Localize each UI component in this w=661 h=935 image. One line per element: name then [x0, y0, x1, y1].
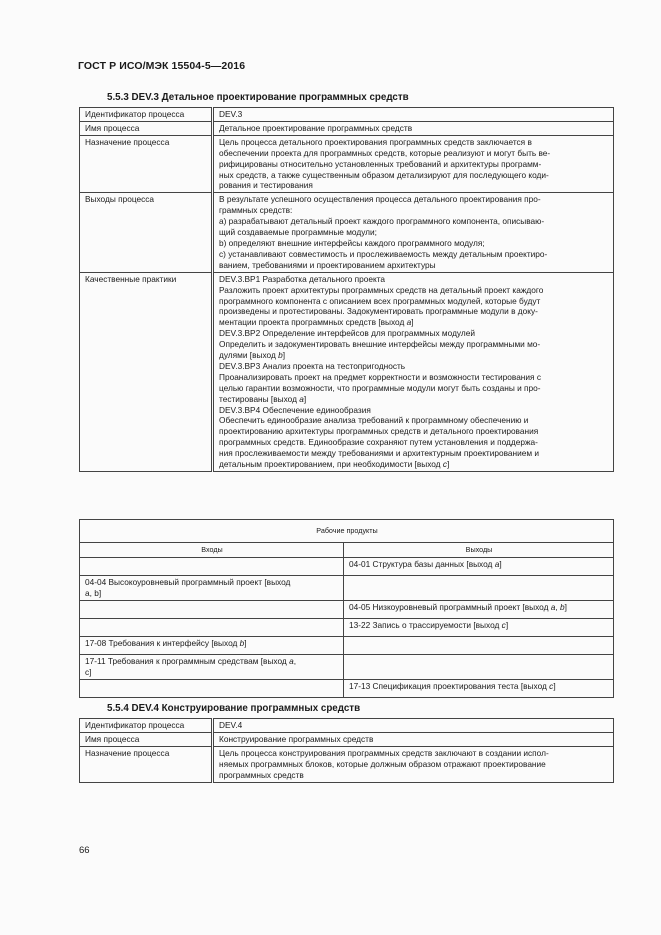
process-id-value: DEV.3	[213, 108, 614, 122]
text-line: дулями [выход b]	[219, 350, 286, 361]
table-row	[80, 543, 614, 558]
text-line: граммных средств:	[219, 205, 293, 216]
inputs-header: Входы	[80, 543, 344, 558]
text-line: щий создаваемые программные модули;	[219, 227, 377, 238]
row-label: Назначение процесса	[80, 135, 213, 193]
input-cell	[80, 576, 344, 601]
text-line: Цель процесса конструирования программных средств заключают в создании испол-	[219, 747, 549, 758]
outputs-header: Выходы	[344, 543, 614, 558]
process-name-value: Конструирование программных средств	[213, 732, 614, 746]
output-cell: 04-01 Структура базы данных [выход a]	[344, 558, 614, 576]
row-label: Имя процесса	[80, 732, 213, 746]
table-row	[80, 193, 614, 272]
text-line: DEV.3.BP4 Обеспечение единообразия	[219, 404, 371, 415]
text-line: ния прослеживаемости между требованиями и архитектурным проектированием и	[219, 448, 539, 459]
process-purpose-value	[213, 746, 614, 782]
text-line: программного компонента с описанием всех программных модулей, которые будут	[219, 295, 541, 306]
row-label: Идентификатор процесса	[80, 719, 213, 733]
table-row	[80, 636, 614, 654]
text-line: программных средств	[219, 769, 304, 780]
work-products-title: Рабочие продукты	[80, 520, 614, 543]
section-title-dev3: 5.5.3 DEV.3 Детальное проектирование программных средств	[107, 92, 409, 103]
output-cell: 04-05 Низкоуровневый программный проект [выход a, b]	[344, 600, 614, 618]
output-cell: 17-13 Спецификация проектирования теста [выход c]	[344, 679, 614, 697]
text-line: ных средств, а также существенным образом детализируют для последующего коди-	[219, 169, 549, 180]
text-line: DEV.3.BP2 Определение интерфейсов для программных модулей	[219, 328, 475, 339]
text-line: Проанализировать проект на предмет корректности и возможности тестирования с	[219, 371, 541, 382]
table-row	[80, 520, 614, 543]
work-products-table	[79, 519, 614, 698]
input-cell	[80, 654, 344, 679]
table-row	[80, 618, 614, 636]
table-row	[80, 121, 614, 135]
text-line: DEV.3.BP1 Разработка детального проекта	[219, 273, 386, 284]
text-line: Обеспечить единообразие анализа требований к программному обеспечению и	[219, 415, 529, 426]
input-cell	[80, 600, 344, 618]
table-row	[80, 108, 614, 122]
output-cell	[344, 576, 614, 601]
table-row	[80, 272, 614, 471]
row-label: Идентификатор процесса	[80, 108, 213, 122]
input-cell	[80, 558, 344, 576]
text-line: Разложить проект архитектуры программных средств на детальный проект каждого	[219, 284, 544, 295]
text-line: рования и тестирования	[219, 180, 313, 191]
text-line: рифицированы относительно установленных требований и архитектуры программ-	[219, 158, 542, 169]
text-line: ментации проекта программных средств [выход a]	[219, 317, 414, 328]
table-row	[80, 576, 614, 601]
text-line: 17-11 Требования к программным средствам [выход a,	[85, 655, 297, 666]
process-name-value: Детальное проектирование программных средств	[213, 121, 614, 135]
text-line: c) устанавливают совместимость и прослеживаемость между детальным проектиро-	[219, 248, 548, 259]
text-line: тестированы [выход a]	[219, 393, 307, 404]
table-row	[80, 679, 614, 697]
process-table-dev4	[79, 718, 614, 783]
row-label: Назначение процесса	[80, 746, 213, 782]
table-row	[80, 600, 614, 618]
text-line: целью гарантии возможности, что программные модули могут быть созданы и про-	[219, 382, 541, 393]
process-id-value: DEV.4	[213, 719, 614, 733]
text-line: c]	[85, 666, 92, 677]
text-line: b) определяют внешние интерфейсы каждого программного модуля;	[219, 237, 485, 248]
row-label: Имя процесса	[80, 121, 213, 135]
process-outputs-value	[213, 193, 614, 272]
document-header: ГОСТ Р ИСО/МЭК 15504-5—2016	[78, 60, 246, 72]
output-cell	[344, 636, 614, 654]
text-line: детальным проектированием, при необходимости [выход c]	[219, 459, 450, 470]
process-practices-value	[213, 272, 614, 471]
text-line: обеспечении проекта для программных средств, которые реализуют и могут быть ве-	[219, 147, 551, 158]
text-line: Определить и задокументировать внешние интерфейсы между программными мо-	[219, 339, 541, 350]
text-line: a, b]	[85, 587, 102, 598]
output-cell	[344, 654, 614, 679]
input-cell	[80, 679, 344, 697]
output-cell: 13-22 Запись о трассируемости [выход c]	[344, 618, 614, 636]
text-line: 04-04 Высокоуровневый программный проект [выход	[85, 577, 291, 587]
input-cell	[80, 618, 344, 636]
table-row	[80, 654, 614, 679]
table-row	[80, 719, 614, 733]
table-row	[80, 135, 614, 193]
process-purpose-value	[213, 135, 614, 193]
text-line: программных средств. Единообразие сохраняют путем установления и поддержа-	[219, 437, 538, 448]
text-line: няемых программных блоков, которые должным образом отражают проектирование	[219, 758, 546, 769]
table-row	[80, 732, 614, 746]
table-row	[80, 746, 614, 782]
text-line: ванием, требованиями и проектированием архитектуры	[219, 259, 436, 270]
row-label: Качественные практики	[80, 272, 213, 471]
text-line: a) разрабатывают детальный проект каждого программного компонента, описываю-	[219, 216, 545, 227]
input-cell: 17-08 Требования к интерфейсу [выход b]	[80, 636, 344, 654]
text-line: Цель процесса детального проектирования программных средств заключается в	[219, 136, 532, 147]
table-row	[80, 558, 614, 576]
row-label: Выходы процесса	[80, 193, 213, 272]
text-line: DEV.3.BP3 Анализ проекта на тестопригодность	[219, 360, 406, 371]
section-title-dev4: 5.5.4 DEV.4 Конструирование программных средств	[107, 703, 361, 714]
text-line: проектированию архитектуры программных средств и детального проектирования	[219, 426, 539, 437]
text-line: произведены и протестированы. Задокументировать программные модули в доку-	[219, 306, 538, 317]
process-table-dev3	[79, 107, 614, 472]
text-line: В результате успешного осуществления процесса детального проектирования про-	[219, 194, 541, 205]
page-number: 66	[79, 845, 90, 856]
